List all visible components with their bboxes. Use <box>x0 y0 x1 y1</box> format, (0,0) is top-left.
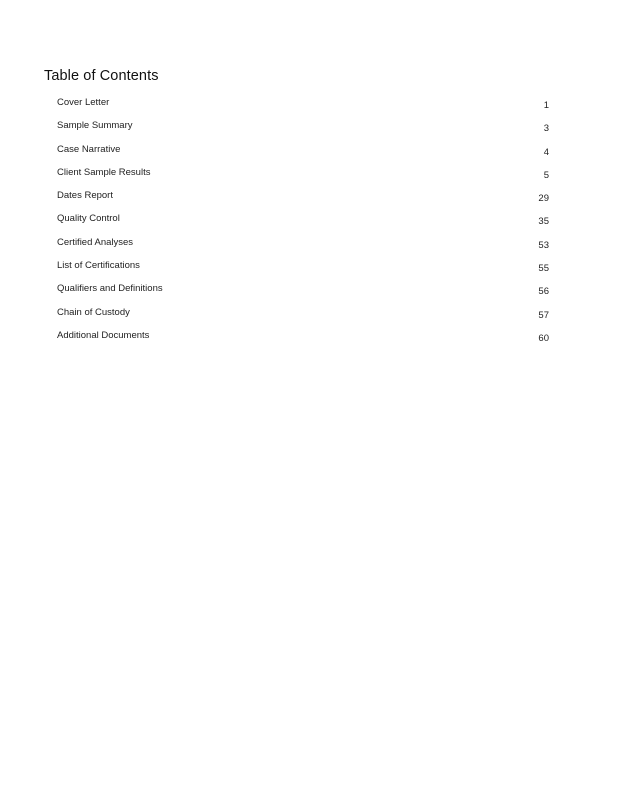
toc-entry-page: 60 <box>538 332 549 344</box>
toc-entry-label: Cover Letter <box>57 97 110 108</box>
toc-entry-page: 3 <box>543 123 549 135</box>
toc-entry-page: 57 <box>538 309 549 321</box>
toc-entry-page: 4 <box>543 146 549 158</box>
toc-entry-page: 29 <box>538 193 549 205</box>
toc-entry-page: 56 <box>538 286 549 298</box>
toc-entry-page: 35 <box>538 216 549 228</box>
toc-entry-page: 5 <box>543 169 549 181</box>
toc-entry-label: Certified Analyses <box>57 236 134 248</box>
toc-entry-page: 1 <box>543 100 549 111</box>
page-title: Table of Contents <box>44 68 159 84</box>
toc-entry[interactable] <box>57 236 549 259</box>
toc-entry-label: Client Sample Results <box>57 166 151 178</box>
toc-entry-label: Sample Summary <box>57 120 133 132</box>
toc-entry-label: Dates Report <box>57 190 113 202</box>
toc-entry[interactable] <box>57 212 549 235</box>
toc-entry[interactable] <box>57 282 549 305</box>
toc-entry[interactable] <box>57 166 549 189</box>
toc-entry[interactable] <box>57 189 549 212</box>
toc-entry[interactable] <box>57 119 549 142</box>
toc-entry-label: List of Certifications <box>57 260 140 272</box>
toc-entry-page: 53 <box>538 239 549 251</box>
toc-entry-label: Case Narrative <box>57 143 121 155</box>
toc-entry-page: 55 <box>538 263 549 275</box>
toc-entry-label: Additional Documents <box>57 329 150 341</box>
toc-entry-label: Chain of Custody <box>57 306 130 318</box>
toc-entry[interactable] <box>57 329 549 352</box>
toc-entry-label: Quality Control <box>57 213 120 225</box>
toc-entry[interactable] <box>57 96 549 119</box>
toc-list <box>57 96 549 352</box>
toc-entry-label: Qualifiers and Definitions <box>57 283 163 295</box>
toc-entry[interactable] <box>57 143 549 166</box>
toc-entry[interactable] <box>57 306 549 329</box>
toc-entry[interactable] <box>57 259 549 282</box>
